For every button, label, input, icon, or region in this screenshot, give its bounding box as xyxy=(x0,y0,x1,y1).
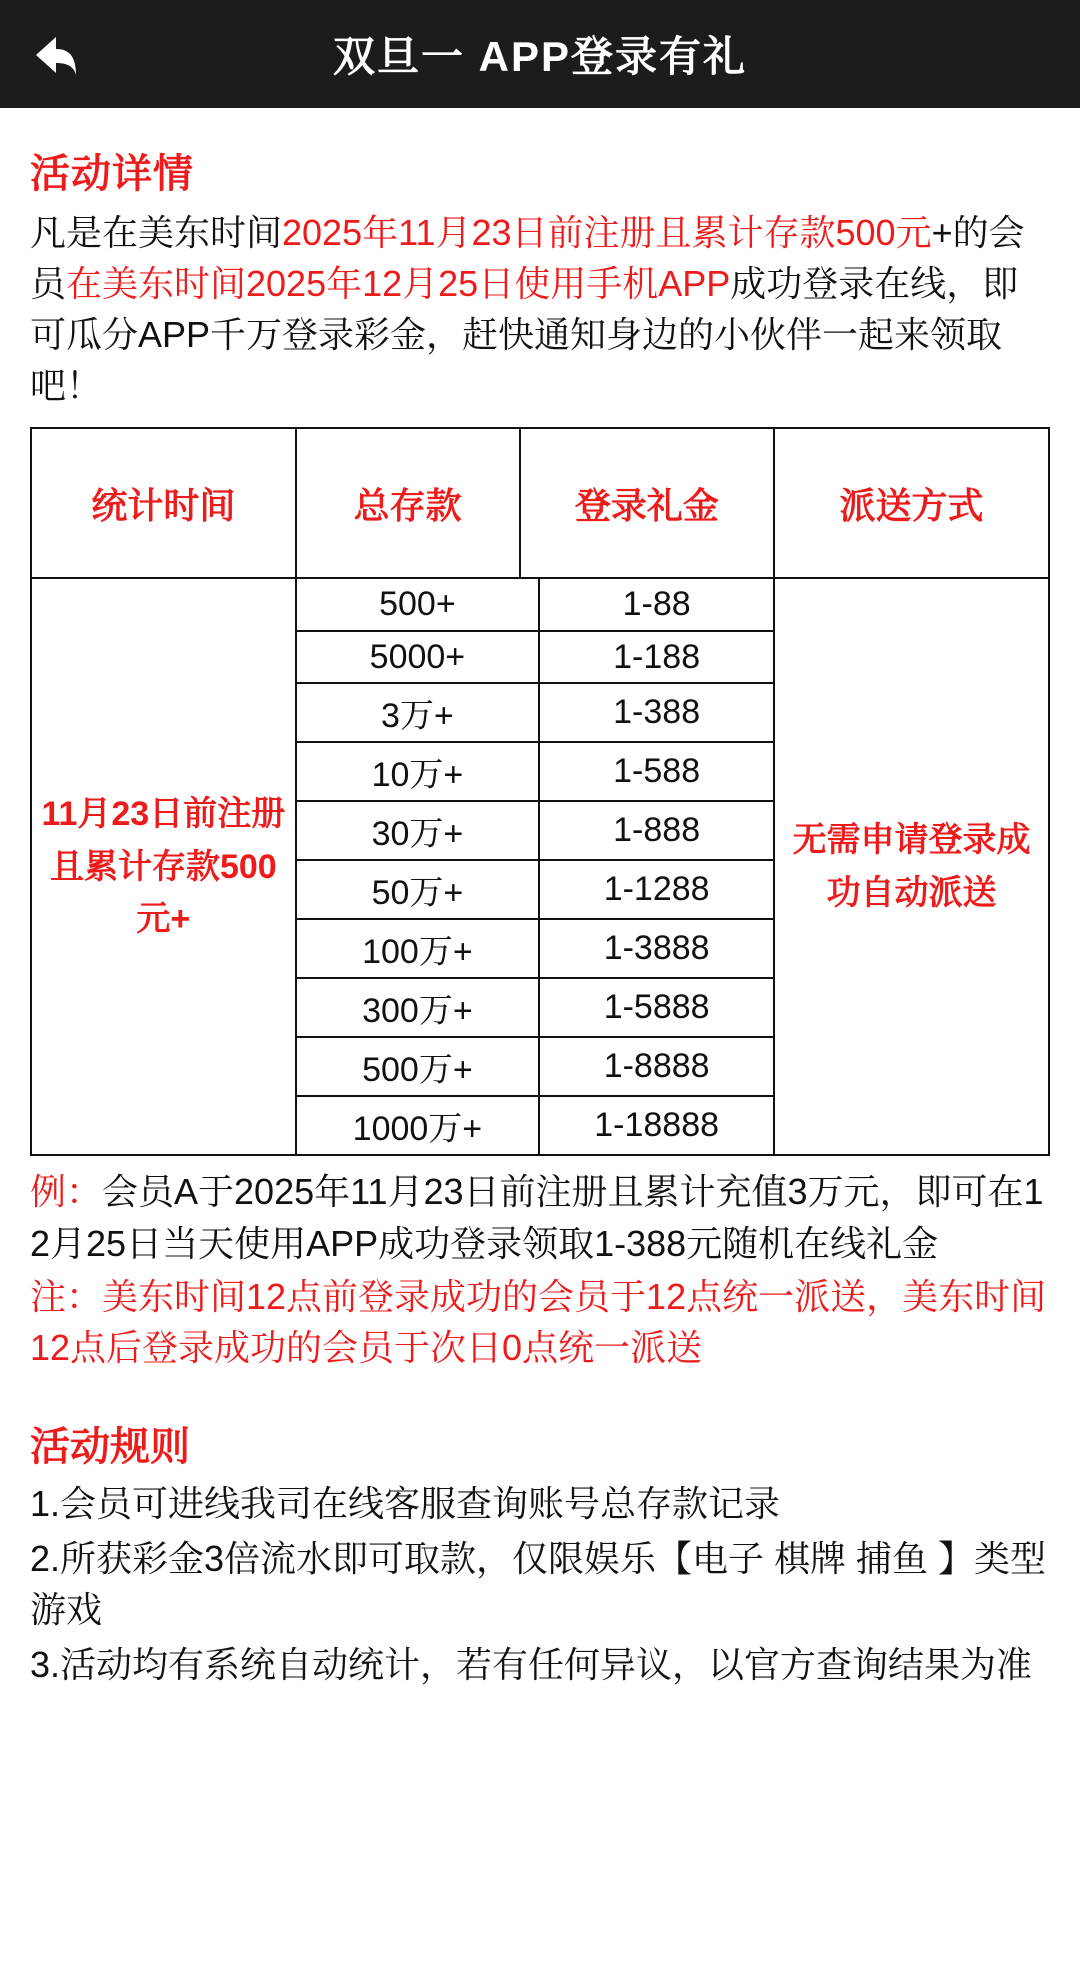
tier-gift: 1-588 xyxy=(539,742,773,801)
back-arrow-icon xyxy=(26,25,84,83)
example-note xyxy=(30,1166,1050,1268)
table-row xyxy=(297,919,773,978)
details-paragraph-segment-3: 在美东时间2025年12月25日使用手机APP xyxy=(66,263,731,305)
tier-deposit: 3万+ xyxy=(297,683,539,742)
details-paragraph-segment-0: 凡是在美东时间 xyxy=(30,212,283,253)
table-row xyxy=(297,801,773,860)
tier-gift: 1-1288 xyxy=(539,860,773,919)
example-text: 会员A于2025年11月23日前注册且累计充值3万元，即可在12月25日当天使用APP成功登录领取1-388元随机在线礼金 xyxy=(30,1171,1044,1264)
tier-deposit: 10万+ xyxy=(297,742,539,801)
tier-deposit: 5000+ xyxy=(297,631,539,683)
rule-item: 3.活动均有系统自动统计，若有任何异议，以官方查询结果为准 xyxy=(30,1644,1033,1686)
tier-gift: 1-188 xyxy=(539,631,773,683)
table-tier-group xyxy=(296,578,774,1155)
table-row xyxy=(297,742,773,801)
tier-table xyxy=(297,579,773,1154)
details-paragraph xyxy=(30,207,1050,411)
table-row xyxy=(297,1037,773,1096)
table-header-time: 统计时间 xyxy=(31,428,296,578)
table-header-row xyxy=(31,428,1049,578)
tier-deposit: 50万+ xyxy=(297,860,539,919)
details-paragraph-segment-1: 2025年11月23日前注册且累计存款500元 xyxy=(282,212,932,253)
tier-gift: 1-3888 xyxy=(539,919,773,978)
promotion-table xyxy=(30,427,1050,1156)
app-header xyxy=(0,0,1080,108)
tier-deposit: 1000万+ xyxy=(297,1096,539,1154)
note-text: 美东时间12点前登录成功的会员于12点统一派送，美东时间12点后登录成功的会员于次日0点统一派送 xyxy=(30,1275,1047,1368)
back-button[interactable] xyxy=(0,0,110,108)
tier-gift: 1-888 xyxy=(539,801,773,860)
note-label: 注： xyxy=(30,1275,103,1317)
table-row xyxy=(297,683,773,742)
tier-gift: 1-18888 xyxy=(539,1096,773,1154)
tier-deposit: 300万+ xyxy=(297,978,539,1037)
table-row xyxy=(297,978,773,1037)
table-cell-statistic-period: 11月23日前注册且累计存款500元+ xyxy=(31,578,296,1155)
table-row xyxy=(297,1096,773,1154)
details-section-title: 活动详情 xyxy=(30,152,194,196)
page-content xyxy=(0,108,1080,1734)
tier-deposit: 30万+ xyxy=(297,801,539,860)
tier-deposit: 500+ xyxy=(297,579,539,631)
table-header-gift: 登录礼金 xyxy=(520,428,775,578)
rules-list xyxy=(30,1478,1050,1690)
table-row xyxy=(297,860,773,919)
notes-block xyxy=(30,1166,1050,1372)
rule-item: 2.所获彩金3倍流水即可取款，仅限娱乐【电子 棋牌 捕鱼 】类型游戏 xyxy=(30,1537,1047,1631)
tier-gift: 1-8888 xyxy=(539,1037,773,1096)
table-body-row xyxy=(31,578,1049,1155)
rules-section-title: 活动规则 xyxy=(30,1424,190,1469)
tier-gift: 1-388 xyxy=(539,683,773,742)
table-cell-delivery-method: 无需申请登录成功自动派送 xyxy=(774,578,1049,1155)
example-label: 例： xyxy=(30,1171,103,1213)
rule-item: 1.会员可进线我司在线客服查询账号总存款记录 xyxy=(30,1482,781,1524)
table-header-delivery: 派送方式 xyxy=(774,428,1049,578)
tier-gift: 1-5888 xyxy=(539,978,773,1037)
tier-deposit: 500万+ xyxy=(297,1037,539,1096)
delivery-note xyxy=(30,1271,1050,1373)
details-paragraph-segment-2: +的会员 xyxy=(30,212,1025,305)
tier-deposit: 100万+ xyxy=(297,919,539,978)
details-paragraph-segment-4: 成功登录在线，即可瓜分APP千万登录彩金，赶快通知身边的小伙伴一起来领取吧！ xyxy=(30,263,1019,407)
table-header-deposit: 总存款 xyxy=(296,428,520,578)
table-row xyxy=(297,579,773,631)
tier-gift: 1-88 xyxy=(539,579,773,631)
page-title: 双旦一 APP登录有礼 xyxy=(332,33,748,80)
table-row xyxy=(297,631,773,683)
